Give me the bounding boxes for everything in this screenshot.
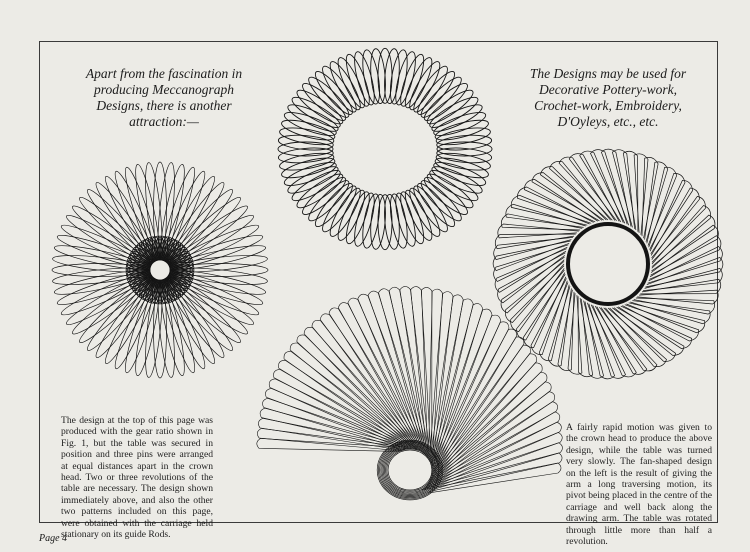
intro-text-left: Apart from the fascination in producing Meccanograph Designs, there is another attraction:— — [85, 66, 243, 129]
design-right-spiral — [493, 149, 723, 379]
intro-text-right: The Designs may be used for Decorative Pottery-work, Crochet-work, Embroidery, D'Oyleys, etc., etc. — [529, 66, 687, 129]
page-number: Page 4 — [39, 533, 68, 544]
design-bottom-fan — [257, 286, 563, 499]
design-left-rosette — [52, 162, 268, 378]
caption-right: A fairly rapid motion was given to the crown head to produce the above design, while the table was turned very slowly. The fan-shaped design on the left is the result of giving the arm a long traversing motion, its pivot being placed in the centre of the carriage and well back along the drawing arm. The table was rotated through little more than half a revolution. — [566, 422, 712, 548]
design-top-ring — [278, 48, 492, 250]
caption-left: The design at the top of this page was produced with the gear ratio shown in Fig. 1, but the table was secured in position and three pins were arranged at equal distances apart in the crown head. Two or three revolutions of the table are necessary. The design shown immediately above, and also the other two patterns included on this page, were obtained with the carriage held stationary on its guide Rods. — [61, 415, 213, 541]
